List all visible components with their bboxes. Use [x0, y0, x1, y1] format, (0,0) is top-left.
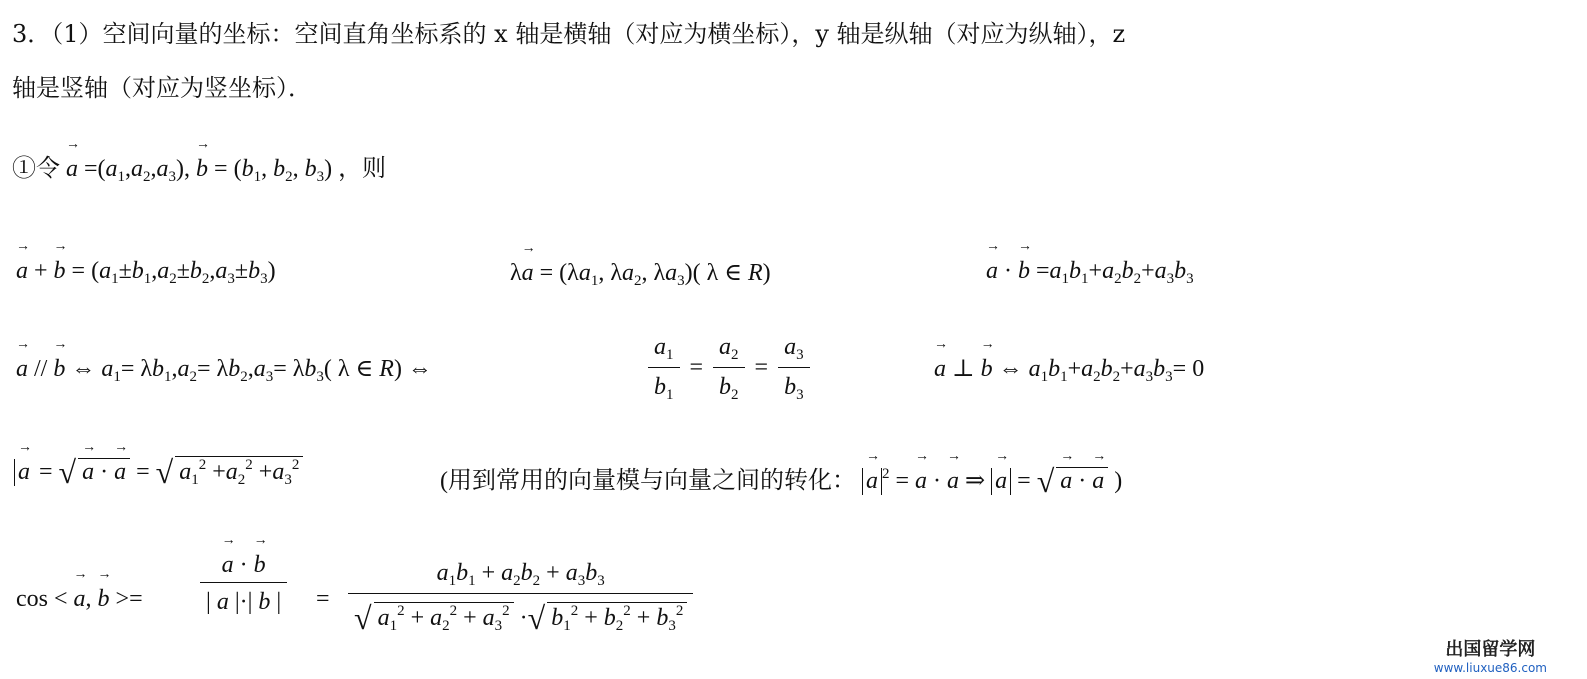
formula-cosine-lhs: cos < → a, → b >= [16, 586, 143, 613]
definition-prefix: ①令 [12, 156, 60, 182]
definition-line: ①令 → $a =(a_1,a_2,a_3)$, → $b = (b_1$, $b_2$, $b_3$) ，则 [12, 148, 386, 186]
definition-suffix: ，则 [338, 156, 387, 182]
magnitude-note-end: ) [1114, 468, 1123, 494]
section-heading: 3．（1）空间向量的坐标：空间直角坐标系的 x 轴是横轴（对应为横坐标），y 轴是纵轴（对应为纵轴），z [12, 20, 1126, 48]
watermark-title: 出国留学网 [1445, 639, 1536, 660]
formula-scalar: $\lambda\to a = (\lambda a_1$, $\lambda a_2$, $\lambda a_3$)( λ ∈ R) [510, 258, 771, 290]
formula-parallel: → a // → b ⇔ $a_1= \lambda b_1,a_2= \lambda b_2,a_3= \lambda b_3$( λ ∈ R) ⇔ [16, 354, 432, 386]
magnitude-note-text: (用到常用的向量模与向量之间的转化： [440, 468, 856, 494]
magnitude-note: (用到常用的向量模与向量之间的转化： → a $^2$ = → a · → a ⇒ → a = √→ a · → a ) [440, 460, 1122, 500]
formula-addition: → a + → $b = (a_1\pm b_1,a_2\pm b_2,a_3\pm b_3)$ [16, 258, 276, 288]
formula-cosine-frac2: $\frac{a_1b_1 + a_2b_2 + a_3b_3}{√ a_1^2 + a_2^2 + a_3^2 \cdot√ b_1^2 + b_2^2 + b_3^2}$ [344, 560, 697, 637]
watermark-url: www.liuxue86.com [1433, 661, 1547, 675]
section-heading-cont: 轴是竖轴（对应为竖坐标）． [12, 74, 312, 102]
formula-ratio: $\frac{a_1}{b_1}$ = $\frac{a_2}{b_2}$ = $\frac{a_3}{b_3}$ [644, 334, 814, 404]
formula-perpendicular: → a ⊥ → b ⇔ $a_1b_1+a_2b_2+a_3b_3= 0$ [934, 354, 1204, 386]
formula-cosine-eq: = [316, 586, 330, 612]
formula-cosine-frac1: → $\frac{a \cdot \to b}{| a |\cdot| b |}$ [196, 552, 291, 616]
formula-dot: → a · → $b =a_1b_1+a_2b_2+a_3b_3$ [986, 258, 1194, 288]
site-watermark [1434, 635, 1547, 675]
formula-magnitude: → a = √→ a · → a = √ $a_1^2 +a_2^2 +a_3^2$ [14, 454, 303, 491]
